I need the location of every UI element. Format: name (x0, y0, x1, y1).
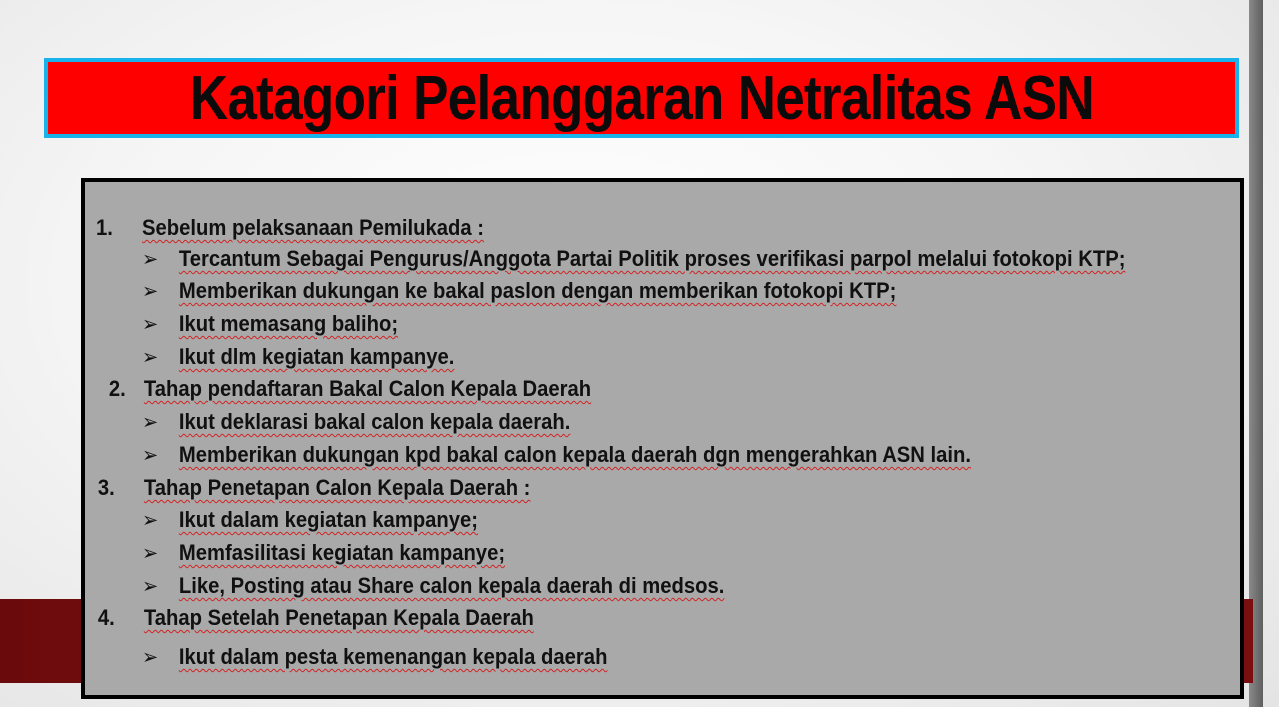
list-item-text: Memberikan dukungan ke bakal paslon dengan memberikan fotokopi KTP; (178, 278, 897, 303)
list-item-text: Ikut deklarasi bakal calon kepala daerah. (178, 409, 571, 434)
section-number: 1. (96, 215, 113, 240)
list-item-text: Ikut dlm kegiatan kampanye. (178, 344, 455, 369)
section-title: Sebelum pelaksanaan Pemilukada : (142, 215, 485, 240)
arrow-bullet-icon: ➢ (142, 410, 159, 434)
arrow-bullet-icon: ➢ (142, 345, 159, 369)
list-item-text: Memfasilitasi kegiatan kampanye; (178, 540, 506, 565)
arrow-bullet-icon: ➢ (142, 443, 159, 467)
list-item-text: Tercantum Sebagai Pengurus/Anggota Partai Politik proses verifikasi parpol melalui fotokopi KTP; (178, 246, 1126, 271)
title-banner (44, 58, 1239, 138)
arrow-bullet-icon: ➢ (142, 645, 159, 669)
arrow-bullet-icon: ➢ (142, 574, 159, 598)
arrow-bullet-icon: ➢ (142, 312, 159, 336)
content-panel (81, 178, 1244, 699)
section-number: 4. (97, 605, 115, 630)
list-item-text: Ikut dalam kegiatan kampanye; (178, 507, 479, 532)
arrow-bullet-icon: ➢ (142, 279, 159, 303)
arrow-bullet-icon: ➢ (142, 508, 159, 532)
list-item-text: Ikut memasang baliho; (178, 311, 399, 336)
arrow-bullet-icon: ➢ (142, 541, 159, 565)
section-number: 2. (108, 376, 126, 401)
page-title: Katagori Pelanggaran Netralitas ASN (189, 64, 1094, 133)
arrow-bullet-icon: ➢ (142, 247, 159, 271)
section-number: 3. (97, 475, 115, 500)
section-title: Tahap pendaftaran Bakal Calon Kepala Daerah (143, 376, 592, 401)
section-title: Tahap Penetapan Calon Kepala Daerah : (143, 475, 531, 500)
list-item-text: Ikut dalam pesta kemenangan kepala daerah (178, 644, 608, 669)
list-item-text: Like, Posting atau Share calon kepala daerah di medsos. (178, 573, 725, 598)
list-item-text: Memberikan dukungan kpd bakal calon kepala daerah dgn mengerahkan ASN lain. (178, 442, 972, 467)
section-title: Tahap Setelah Penetapan Kepala Daerah (143, 605, 534, 630)
